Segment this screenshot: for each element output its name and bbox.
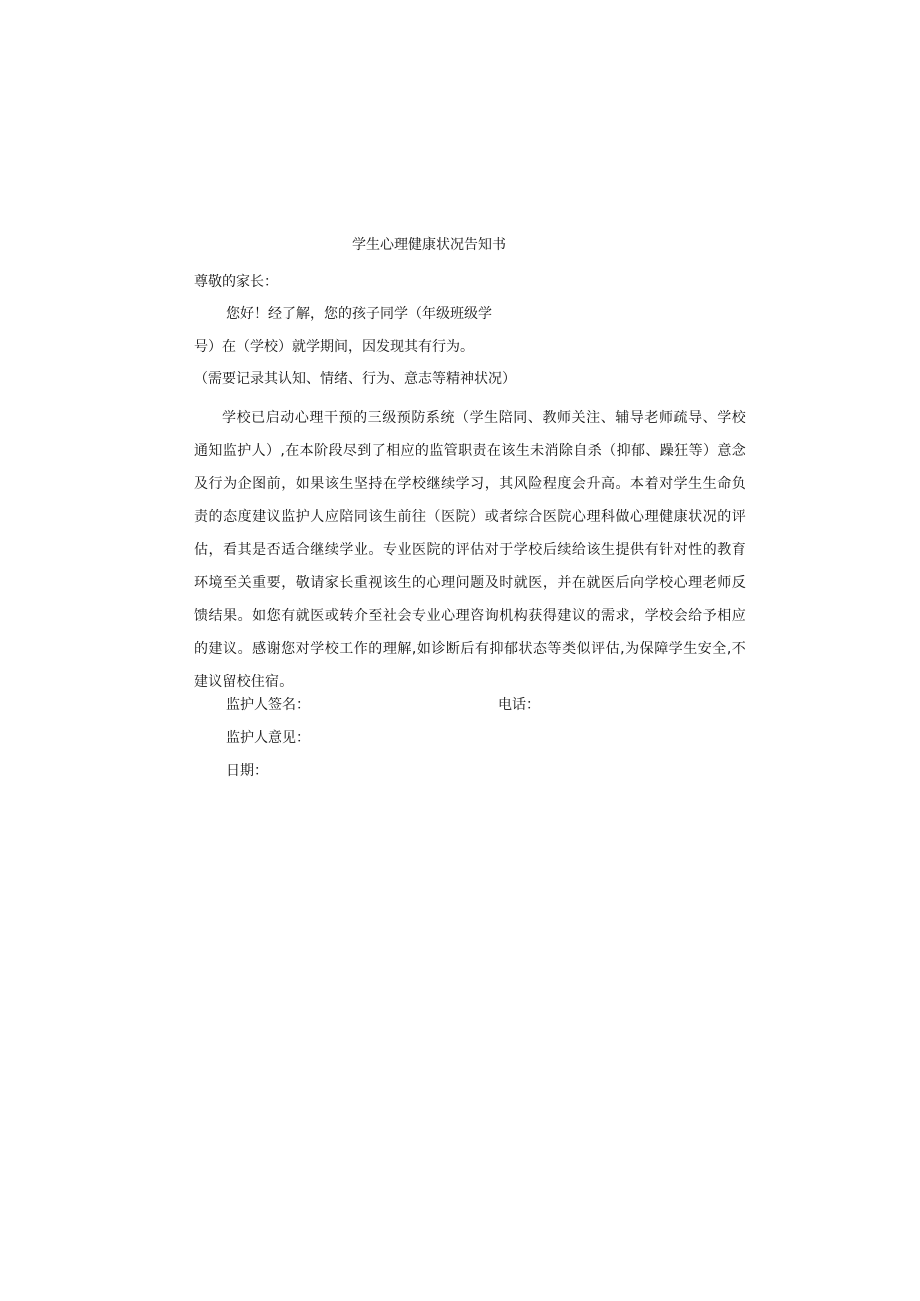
salutation: 尊敬的家长： bbox=[194, 274, 278, 290]
body-paragraph: 学校已启动心理干预的三级预防系统（学生陪同、教师关注、辅导老师疏导、学校通知监护人）,在本阶段尽到了相应的监管职责在该生未消除自杀（抑郁、躁狂等）意念及行为企图前，如果该生坚持在学校继续学习，其风险程度会升高。本着对学生生命负责的态度建议监护人应陪同该生前往（医院）或者综合医院心理科做心理健康状况的评估，看其是否适合继续学业。专业医院的评估对于学校后续给该生提供有针对性的教育环境至关重要，敬请家长重视该生的心理问题及时就医，并在就医后向学校心理老师反馈结果。如您有就医或转介至社会专业心理咨询机构获得建议的需求，学校会给予相应的建议。感谢您对学校工作的理解,如诊断后有抑郁状态等类似评估,为保障学生安全,不建议留校住宿。 bbox=[194, 410, 746, 690]
date-label: 日期： bbox=[226, 763, 268, 779]
guardian-opinion-label: 监护人意见： bbox=[226, 730, 310, 746]
intro-line-3: （需要记录其认知、情绪、行为、意志等精神状况） bbox=[194, 371, 516, 387]
phone-label: 电话： bbox=[498, 697, 540, 713]
guardian-signature-label: 监护人签名： bbox=[226, 697, 310, 713]
intro-line-2: 号）在（学校）就学期间，因发现其有行为。 bbox=[194, 339, 474, 355]
intro-line-1: 您好！经了解，您的孩子同学（年级班级学 bbox=[226, 306, 492, 322]
document-title: 学生心理健康状况告知书 bbox=[352, 237, 506, 253]
